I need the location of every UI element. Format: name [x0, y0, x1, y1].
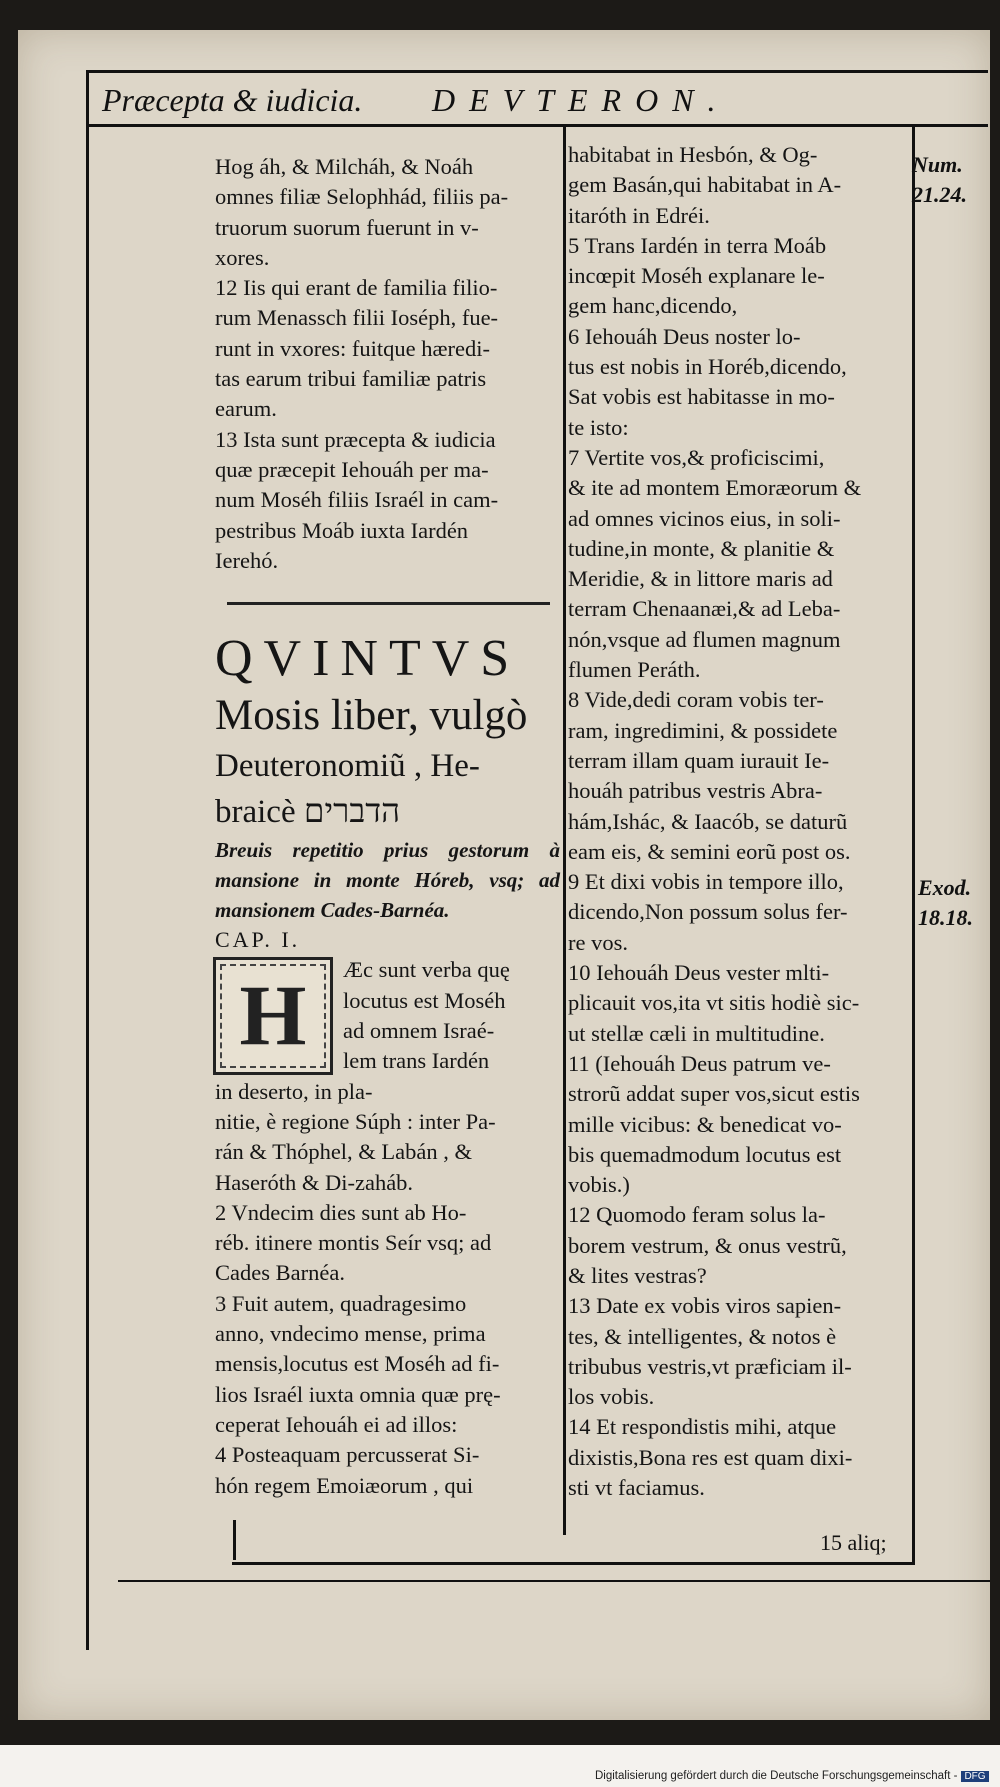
header-rule-top	[88, 70, 988, 73]
margin-ref-verse: 18.18.	[918, 905, 973, 930]
text-line: 11 (Iehouáh Deus patrum ve-	[568, 1050, 831, 1076]
margin-ref-book: Num.	[912, 152, 963, 177]
text-line: plicauit vos,ita vt sitis hodiè sic-	[568, 990, 860, 1016]
chapter-summary: Breuis repetitio prius gestorum à mansione in monte Hóreb, vsq; ad mansionem Cades-Barnéa.	[215, 838, 560, 923]
text-line: vobis.)	[568, 1172, 630, 1198]
text-line: dicendo,Non possum solus fer-	[568, 899, 848, 925]
text-line: 10 Iehouáh Deus vester mlti-	[568, 960, 830, 986]
margin-reference-numbers	[912, 150, 967, 210]
text-line: ceperat Iehouáh ei ad illos:	[215, 1411, 458, 1437]
text-line: 7 Vertite vos,& proficiscimi,	[568, 444, 825, 470]
text-line: terram Chenaanæi,& ad Leba-	[568, 596, 841, 622]
text-line: te isto:	[568, 414, 629, 440]
text-line: Sat vobis est habitasse in mo-	[568, 384, 835, 410]
text-line: Hog áh, & Milcháh, & Noáh	[215, 154, 474, 179]
text-line: ad omnes vicinos eius, in soli-	[568, 505, 841, 531]
text-line: hám,Ishác, & Iaacób, se daturũ	[568, 808, 848, 834]
text-line: Ierehó.	[215, 547, 279, 573]
text-line: strorũ addat super vos,sicut estis	[568, 1081, 860, 1107]
text-line: pestribus Moáb iuxta Iardén	[215, 517, 469, 543]
text-line: ad omnem Israé-	[343, 1018, 495, 1044]
margin-reference-exodus	[918, 873, 973, 933]
initial-letter: H	[239, 967, 307, 1064]
text-line: terram illam quam iurauit Ie-	[568, 747, 830, 773]
text-line: tes, & intelligentes, & notos è	[568, 1323, 837, 1349]
text-line: truorum suorum fuerunt in v-	[215, 214, 479, 240]
book-title: QVINTVS	[215, 630, 521, 688]
text-line: anno, vndecimo mense, prima	[215, 1321, 486, 1347]
text-line: 12 Quomodo feram solus la-	[568, 1202, 826, 1228]
text-line: ram, ingredimini, & possidete	[568, 717, 838, 743]
outer-left-rule	[86, 70, 89, 1650]
text-line: habitabat in Hesbón, & Og-	[568, 142, 818, 167]
text-line: dixistis,Bona res est quam dixi-	[568, 1444, 853, 1470]
text-line: gem hanc,dicendo,	[568, 293, 738, 319]
text-line: 12 Iis qui erant de familia filio-	[215, 275, 498, 301]
text-line: rum Menassch filii Ioséph, fue-	[215, 305, 499, 331]
text-line: itaróth in Edréi.	[568, 202, 710, 228]
text-line: incœpit Moséh explanare le-	[568, 263, 825, 289]
text-line: locutus est Moséh	[343, 987, 506, 1013]
text-line: 14 Et respondistis mihi, atque	[568, 1414, 837, 1440]
margin-ref-verse: 21.24.	[912, 182, 967, 207]
footer-text: Digitalisierung gefördert durch die Deutsche Forschungsgemeinschaft -	[595, 1770, 958, 1782]
right-column	[568, 140, 896, 1503]
text-line: omnes filiæ Selophhád, filiis pa-	[215, 184, 509, 210]
text-line: los vobis.	[568, 1384, 655, 1410]
text-line: Meridie, & in littore maris ad	[568, 566, 833, 592]
text-line: lem trans Iardén	[343, 1048, 490, 1074]
text-line: ut stellæ cæli in multitudine.	[568, 1020, 825, 1046]
text-line: 3 Fuit autem, quadragesimo	[215, 1290, 467, 1316]
text-line: nitie, è regione Súph : inter Pa-	[215, 1108, 496, 1134]
text-line: mille vicibus: & benedicat vo-	[568, 1111, 842, 1137]
footer-rule	[232, 1562, 914, 1565]
text-line: quæ præcepit Iehouáh per ma-	[215, 456, 489, 482]
text-line: bis quemadmodum locutus est	[568, 1141, 842, 1167]
text-line: & ite ad montem Emoræorum &	[568, 475, 862, 501]
text-line: tribubus vestris,vt præficiam il-	[568, 1353, 852, 1379]
text-line: réb. itinere montis Seír vsq; ad	[215, 1230, 492, 1256]
text-line: 4 Posteaquam percusserat Si-	[215, 1442, 480, 1468]
text-line: 9 Et dixi vobis in tempore illo,	[568, 869, 844, 895]
section-divider	[227, 602, 550, 605]
digitization-footer	[595, 1770, 989, 1782]
text-line: num Moséh filiis Israél in cam-	[215, 487, 499, 513]
text-line: Cades Barnéa.	[215, 1260, 345, 1286]
text-line: earum.	[215, 396, 277, 422]
text-line: Haseróth & Di-zaháb.	[215, 1169, 414, 1195]
book-name-line-1: Deuteronomiũ , He-	[215, 748, 480, 785]
text-line: Æc sunt verba quę	[343, 957, 510, 983]
text-line: houáh patribus vestris Abra-	[568, 778, 823, 804]
chapter-heading: CAP. I.	[215, 927, 301, 953]
text-line: gem Basán,qui habitabat in A-	[568, 172, 842, 198]
margin-ref-book: Exod.	[918, 875, 972, 900]
text-line: runt in vxores: fuitque hæredi-	[215, 335, 490, 361]
header-rule-bottom	[88, 124, 988, 127]
text-line: 5 Trans Iardén in terra Moáb	[568, 232, 827, 258]
text-line: flumen Peráth.	[568, 657, 701, 683]
text-line: 13 Ista sunt præcepta & iudicia	[215, 426, 496, 452]
text-line: 8 Vide,dedi coram vobis ter-	[568, 687, 824, 713]
catchword: 15 aliq;	[820, 1530, 887, 1555]
text-line: 6 Iehouáh Deus noster lo-	[568, 323, 801, 349]
text-line: re vos.	[568, 929, 628, 955]
text-line: nón,vsque ad flumen magnum	[568, 626, 841, 652]
header-left: Præcepta & iudicia.	[102, 82, 363, 118]
inner-left-rule-stub	[233, 1520, 236, 1560]
text-line: xores.	[215, 244, 270, 270]
text-line: 2 Vndecim dies sunt ab Ho-	[215, 1199, 467, 1225]
dfg-logo: DFG	[961, 1771, 988, 1782]
bottom-rule	[118, 1580, 990, 1582]
text-line: & lites vestras?	[568, 1262, 707, 1288]
decorated-initial	[213, 957, 333, 1075]
text-line: in deserto, in pla-	[215, 1078, 373, 1104]
text-line: tas earum tribui familiæ patris	[215, 366, 487, 392]
text-line: lios Israél iuxta omnia quæ prę-	[215, 1381, 501, 1407]
column-divider	[563, 125, 566, 1535]
text-line: borem vestrum, & onus vestrũ,	[568, 1232, 847, 1258]
book-name-line-2: braicè הדברים	[215, 794, 401, 831]
text-line: tus est nobis in Horéb,dicendo,	[568, 354, 847, 380]
text-line: eam eis, & semini eorũ post os.	[568, 838, 851, 864]
header-title: DEVTERON.	[432, 82, 730, 118]
text-line: rán & Thóphel, & Labán , &	[215, 1139, 473, 1165]
text-line: tudine,in monte, & planitie &	[568, 535, 835, 561]
text-line: 13 Date ex vobis viros sapien-	[568, 1293, 842, 1319]
margin-rule	[912, 125, 915, 1565]
text-line: mensis,locutus est Moséh ad fi-	[215, 1351, 500, 1377]
text-line: sti vt faciamus.	[568, 1475, 705, 1501]
book-subtitle: Mosis liber, vulgò	[215, 692, 528, 740]
left-column	[215, 152, 560, 1501]
text-line: hón regem Emoiæorum , qui	[215, 1472, 474, 1498]
